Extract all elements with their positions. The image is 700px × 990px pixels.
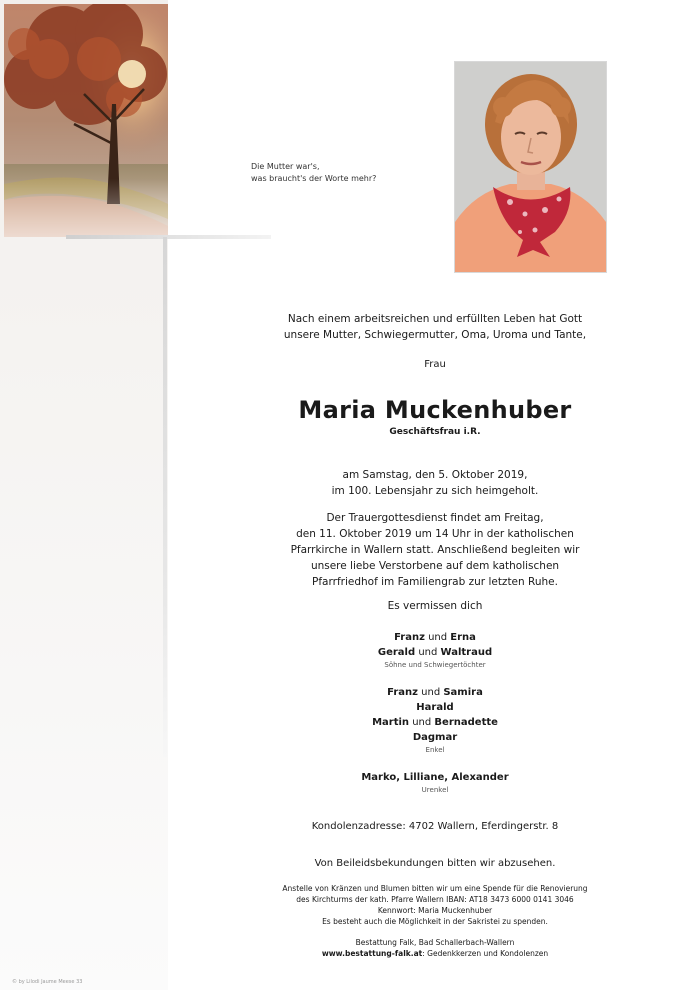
death-notice — [200, 467, 670, 499]
service-line-1: Der Trauergottesdienst findet am Freitag, — [326, 512, 544, 524]
donation-line-4: Es besteht auch die Möglichkeit in der Sakristei zu spenden. — [322, 917, 548, 926]
mourner-connector: und — [415, 647, 441, 658]
mourner-name: Martin — [372, 717, 410, 728]
deceased-name: Maria Muckenhuber — [298, 396, 572, 424]
mourner-line — [200, 700, 670, 715]
quote-line-1: Die Mutter war's, — [251, 162, 320, 171]
mourner-group-grandchildren — [200, 685, 670, 755]
mourner-name: Samira — [443, 687, 483, 698]
mourner-line — [200, 685, 670, 700]
cross-icon-horizontal-beam — [66, 235, 271, 239]
mourner-connector: und — [424, 632, 451, 643]
intro-line-1: Nach einem arbeitsreichen und erfüllten Leben hat Gott — [287, 313, 583, 325]
mourner-name: Marko, Lilliane, Alexander — [361, 772, 509, 783]
undertaker-info — [200, 937, 670, 959]
funeral-service-text — [200, 510, 670, 590]
mourner-line — [200, 645, 670, 660]
mourner-line — [200, 630, 670, 645]
missing-label: Es vermissen dich — [387, 600, 483, 612]
intro-line-2: unsere Mutter, Schwiegermutter, Oma, Uroma und Tante, — [283, 329, 587, 341]
mourner-name: Franz — [387, 687, 418, 698]
autumn-tree-photo — [4, 4, 168, 237]
mourner-group-sons — [200, 630, 670, 670]
donation-line-2: des Kirchturms der kath. Pfarre Wallern IBAN: AT18 3473 6000 0141 3046 — [296, 895, 574, 904]
mourner-group-great-grandchildren — [200, 770, 670, 795]
deceased-portrait-photo — [454, 61, 607, 273]
condolence-request: Von Beileidsbekundungen bitten wir abzusehen. — [314, 858, 556, 869]
service-line-5: Pfarrfriedhof im Familiengrab zur letzten Ruhe. — [312, 576, 558, 588]
service-line-4: unsere liebe Verstorbene auf dem katholischen — [310, 560, 560, 572]
salutation: Frau — [424, 359, 446, 370]
mourner-relation-label: Urenkel — [421, 786, 449, 794]
mourner-name: Erna — [450, 632, 476, 643]
mourner-name: Gerald — [377, 647, 416, 658]
condolence-address: Kondolenzadresse: 4702 Wallern, Eferdingerstr. 8 — [311, 821, 559, 832]
mourner-line — [200, 730, 670, 745]
donation-notice — [200, 883, 670, 927]
undertaker-line-2 — [200, 948, 670, 959]
quote-line-2: was braucht's der Worte mehr? — [251, 174, 377, 183]
cross-icon-vertical-beam — [163, 237, 167, 757]
mourner-line — [200, 715, 670, 730]
mourner-connector: und — [409, 717, 435, 728]
donation-line-1: Anstelle von Kränzen und Blumen bitten wir um eine Spende für die Renovierung — [282, 884, 588, 893]
undertaker-website-link[interactable]: www.bestattung-falk.at — [321, 949, 423, 958]
donation-line-3: Kennwort: Maria Muckenhuber — [377, 906, 493, 915]
service-line-3: Pfarrkirche in Wallern statt. Anschließend begleiten wir — [290, 544, 580, 556]
mourner-name: Franz — [394, 632, 425, 643]
mourner-relation-label: Enkel — [425, 746, 445, 754]
mourner-name: Bernadette — [434, 717, 498, 728]
undertaker-line-2-text: : Gedenkkerzen und Kondolenzen — [422, 949, 549, 958]
image-copyright: © by Lilodi Jaume Meese 33 — [12, 979, 83, 985]
undertaker-line-1: Bestattung Falk, Bad Schallerbach-Wallern — [355, 938, 515, 947]
death-line-2: im 100. Lebensjahr zu sich heimgeholt. — [331, 485, 539, 497]
memorial-quote — [251, 161, 376, 185]
mourner-line — [200, 770, 670, 785]
mourner-name: Harald — [416, 702, 454, 713]
death-line-1: am Samstag, den 5. Oktober 2019, — [342, 469, 528, 481]
mourner-connector: und — [417, 687, 444, 698]
deceased-title: Geschäftsfrau i.R. — [389, 427, 481, 437]
mourner-name: Dagmar — [412, 732, 458, 743]
service-line-2: den 11. Oktober 2019 um 14 Uhr in der katholischen — [296, 528, 574, 540]
mourner-name: Waltraud — [440, 647, 493, 658]
intro-text — [200, 311, 670, 343]
mourner-relation-label: Söhne und Schwiegertöchter — [384, 661, 486, 669]
